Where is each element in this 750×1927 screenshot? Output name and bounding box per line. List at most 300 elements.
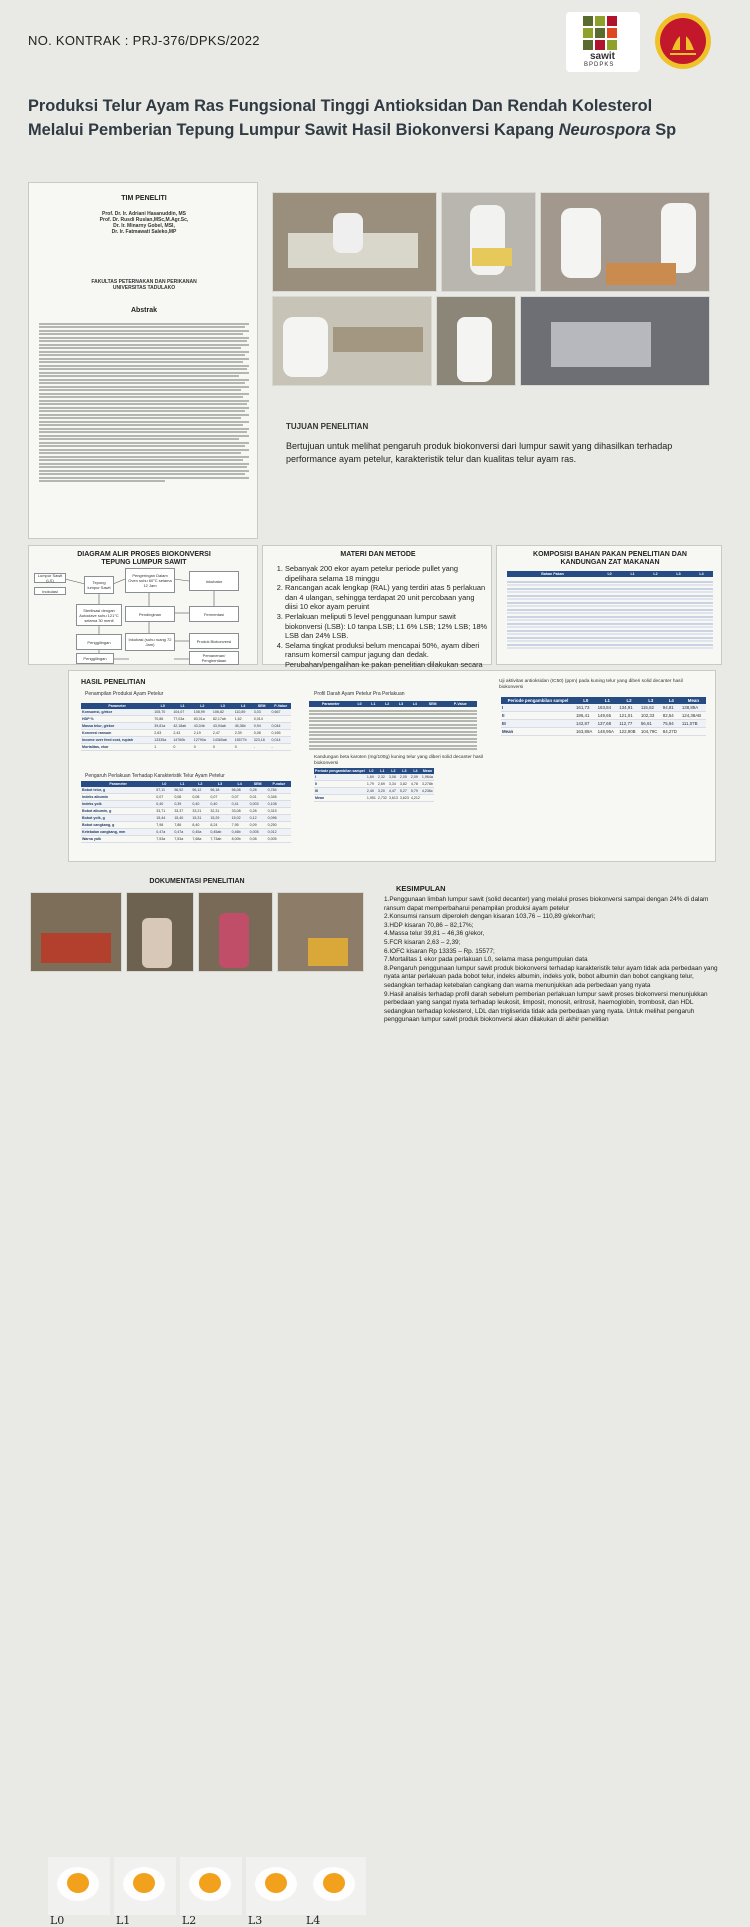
table-row: [81, 737, 291, 744]
table-cell: 3,34: [388, 781, 399, 788]
contract-number: NO. KONTRAK : PRJ-376/DPKS/2022: [28, 33, 260, 48]
dokumentasi-heading: DOKUMENTASI PENELITIAN: [149, 878, 245, 885]
table-cell: 15,02: [231, 815, 249, 822]
table-cell: 56,52: [173, 787, 191, 794]
table-cell: 104,79C: [640, 728, 662, 736]
flow-box-inkubator: Inkubator: [189, 571, 239, 591]
komposisi-heading-2: KANDUNGAN ZAT MAKANAN: [560, 559, 660, 566]
table-cell: 106,82: [212, 709, 234, 716]
table-cell: [421, 795, 434, 802]
table-cell: 122,90B: [618, 728, 640, 736]
table-cell: 33,71: [155, 808, 173, 815]
table-header-cell: L0: [153, 703, 172, 709]
table-cell: 15,40: [173, 815, 191, 822]
table-cell: 14360ab: [212, 737, 234, 744]
table-cell: 0,39: [173, 801, 191, 808]
university-line: UNIVERSITAS TADULAKO: [112, 285, 176, 291]
bpdpks-logo: [566, 12, 640, 72]
komposisi-heading-1: KOMPOSISI BAHAN PAKAN PENELITIAN DAN: [533, 551, 687, 558]
table-cell: 0,28: [249, 787, 267, 794]
team-member: Prof. Dr. Rusdi Ruslan,MSc,M.Agr.Sc,: [99, 217, 189, 223]
table-cell: 0,47a: [155, 829, 173, 836]
table-cell: Indeks albumin: [81, 794, 155, 801]
photo-lab-5: [436, 296, 516, 386]
egg-sample-l1: [114, 1857, 176, 1927]
flow-box-produk: Produk Biokonversi: [189, 633, 239, 649]
table-cell: 138,89A: [681, 704, 706, 712]
photo-lab-2: [441, 192, 536, 292]
egg-label: L4: [306, 1914, 321, 1927]
table-cell: 0,46b: [231, 829, 249, 836]
egg-sample-l0: [48, 1857, 110, 1927]
table-row: [81, 730, 291, 737]
table-cell: 2,63: [153, 730, 172, 737]
kesimpulan-item: 9.Hasil analisis terhadap profil darah sebelum pemberian perlakuan lumpur sawit proses biokonversi menunjukkan perbedaan yang sangat nyata terhadap leukosit, limposit, monosit, eritrosit, haemoglobin, trombosit, dan HDL sedangkan terhadap kolesterol, LDL dan trigliserida tidak ada perbedaan yang nyata. Untuk melihat pengaruh penggunaan lumpur sawit produk biokonversi akan dilakukan di akhir penelitian: [384, 990, 708, 1024]
table-header-cell: Parameter: [81, 703, 153, 709]
table-cell: 0,014: [253, 716, 271, 723]
t4-title: Kandungan beta karoten (mg/100g) kuning telur yang diberi solid decanter hasil biokonversi: [314, 755, 484, 766]
table-cell: 8,00b: [231, 836, 249, 843]
table-row: [81, 815, 291, 822]
egg-label: L2: [182, 1914, 197, 1927]
table-cell: 115,62: [640, 704, 662, 712]
kesimpulan-item: 8.Pengaruh penggunaan lumpur sawit produk biokonversi terhadap karakteristik telur ayam tidak ada perbedaan yang nyata antar perlakuan pada bobot telur, indeks albumin, indeks yolk, bobot albumin dan bobot cangkang telur, sedangkan terhadap ketebalan cangkang dan warna menunjukkan ada perbedaan yang nyata: [384, 964, 718, 989]
table-cell: 2,69: [377, 781, 388, 788]
materi-item: 2. Rancangan acak lengkap (RAL) yang terdiri atas 5 perlakuan dan 4 ulangan, sehingga terdapat 20 unit percobaan yang diisi 10 ekor ayam peruint: [285, 583, 489, 612]
table-row: [81, 829, 291, 836]
table-cell: 56,12: [191, 787, 209, 794]
table-cell: Ketebalan cangkang, mm: [81, 829, 155, 836]
egg-label: L3: [248, 1914, 263, 1927]
table-row: [501, 704, 706, 712]
table-cell: 70,86: [153, 716, 172, 723]
table-cell: 33,37: [173, 808, 191, 815]
table-cell: II: [314, 781, 366, 788]
blood-profile-rows: [309, 708, 477, 752]
table-cell: 0,108: [267, 801, 291, 808]
table-cell: Bobot yolk, g: [81, 815, 155, 822]
hasil-heading: HASIL PENELITIAN: [81, 679, 146, 686]
table-cell: 0,47a: [173, 829, 191, 836]
photo-cage-2: [126, 892, 194, 972]
kesimpulan-panel: [374, 876, 722, 1066]
table-header-cell: L4: [662, 697, 681, 704]
table-cell: 0: [193, 744, 212, 751]
table-cell: 111,07B: [681, 720, 706, 728]
table-cell: 84,27D: [662, 728, 681, 736]
t2-title: Pengaruh Perlakuan Terhadap Karakteristik Telur Ayam Petelur: [85, 773, 225, 779]
table-cell: 0,784: [267, 787, 291, 794]
table-cell: 0,08: [253, 730, 271, 737]
table-cell: 0,08: [249, 836, 267, 843]
table-cell: 33,08: [231, 808, 249, 815]
t3-title: Profil Darah Ayam Petelur Pra Perlakuan: [314, 691, 405, 697]
table-cell: 0,044: [271, 723, 291, 730]
table-cell: III: [501, 720, 575, 728]
table-cell: 0,09: [249, 822, 267, 829]
kesimpulan-item: 1.Penggunaan limbah lumpur sawit (solid decanter) yang melalui proses biokonversi sampai dengan 24% di dalam ransum dapat memperbaharui penampilan produksi ayam petelur: [384, 896, 709, 912]
table-cell: 0,012: [267, 829, 291, 836]
table-cell: 0,005: [249, 829, 267, 836]
table-cell: 82,17ab: [212, 716, 234, 723]
materi-heading: MATERI DAN METODE: [340, 551, 416, 558]
flow-box-lumpur-sawit: Lumpur Sawit (LS): [34, 573, 66, 583]
table-cell: 7,86: [173, 822, 191, 829]
table-cell: 110,89: [234, 709, 253, 716]
table-cell: 3,08: [388, 774, 399, 781]
flow-box-penggilingan-2: Penggilingan: [76, 653, 114, 664]
table-cell: 3,03: [253, 709, 271, 716]
table-cell: 1,62: [234, 716, 253, 723]
production-table: [81, 703, 291, 751]
diagram-heading-1: DIAGRAM ALIR PROSES BIOKONVERSI: [77, 551, 211, 558]
photo-cage-3: [198, 892, 273, 972]
table-cell: 1,79: [366, 781, 377, 788]
photo-cage-1: [30, 892, 122, 972]
table-cell: III: [314, 788, 366, 795]
table-cell: 8,24: [209, 822, 230, 829]
komposisi-panel: [496, 545, 722, 665]
table-header-cell: L0: [575, 697, 597, 704]
table-cell: 149,65: [597, 712, 619, 720]
tujuan-text: Bertujuan untuk melihat pengaruh produk biokonversi dari lumpur sawit yang dihasilkan terhadap performance ayam petelur, karakteristik telur dan kualitas telur ayam ras.: [286, 441, 673, 464]
table-cell: 0,250: [267, 822, 291, 829]
table-cell: HDP %: [81, 716, 153, 723]
table-cell: 83,01a: [193, 716, 212, 723]
table-cell: 108,99: [193, 709, 212, 716]
table-cell: 12790a: [193, 737, 212, 744]
table-row: [81, 723, 291, 730]
table-header-cell: L2: [191, 781, 209, 787]
table-cell: Massa telur, g/ekor: [81, 723, 153, 730]
table-cell: 3,20: [377, 788, 388, 795]
table-cell: 0,346: [267, 794, 291, 801]
flow-box-tepung: Tepung lumpur Sawit: [84, 576, 114, 594]
kesimpulan-item: 7.Mortalitas 1 ekor pada perlakuan L0, selama masa pengumpulan data: [384, 956, 588, 964]
table-cell: 39,81a: [153, 723, 172, 730]
table-row: [81, 822, 291, 829]
table-cell: 0,07: [231, 794, 249, 801]
table-cell: 0,28: [249, 808, 267, 815]
table-cell: 42,18ab: [172, 723, 192, 730]
kesimpulan-item: 3.HDP kisaran 70,86 – 82,17%;: [384, 921, 474, 929]
team-heading: TIM PENELITI: [121, 195, 167, 202]
table-cell: 124,38AB: [681, 712, 706, 720]
materi-list: [277, 564, 489, 679]
table-cell: [271, 716, 291, 723]
table-cell: 7,53a: [155, 836, 173, 843]
photo-cage-4: [277, 892, 364, 972]
table-cell: 0,003: [249, 801, 267, 808]
table-row: [81, 836, 291, 843]
table-cell: 137,68: [597, 720, 619, 728]
table-cell: 121,01: [618, 712, 640, 720]
table-cell: 186,41: [575, 712, 597, 720]
table-cell: 1: [153, 744, 172, 751]
table-cell: 0,005: [267, 836, 291, 843]
table-cell: 45,36b: [234, 723, 253, 730]
abstract-heading: Abstrak: [130, 307, 158, 314]
table-row: [501, 712, 706, 720]
table-cell: 0: [234, 744, 253, 751]
table-row: [314, 781, 434, 788]
table-cell: 32,31: [209, 808, 230, 815]
table-cell: 13335a: [153, 737, 172, 744]
table-row: [81, 794, 291, 801]
table-cell: 2,40: [366, 788, 377, 795]
table-cell: 4,236c: [421, 789, 433, 793]
flow-box-penggilingan-1: Penggilingan: [76, 634, 122, 650]
table-cell: 2,39: [234, 730, 253, 737]
university-logo: [654, 12, 712, 70]
hasil-panel: [68, 670, 716, 862]
logo-text-sawit: sawit: [590, 51, 616, 62]
team-member: Prof. Dr. Ir. Adriani Hasanuddin, MS: [102, 211, 186, 217]
table-cell: 0,096: [267, 815, 291, 822]
table-header-cell: L3: [209, 781, 230, 787]
materi-item: 4. Selama tingkat produksi belum mencapai 50%, ayam diberi ransum komersil campur jagung dan dedak. Perubahan/pengalihan ke pakan penelitian dilakukan secara: [285, 641, 489, 679]
table-header-cell: Periode pengambilan sampel: [501, 697, 575, 704]
table-header-cell: L2: [388, 768, 399, 774]
table-header-cell: P-Value: [271, 703, 291, 709]
table-header-cell: SEM: [253, 703, 271, 709]
table-cell: 3,82: [399, 781, 410, 788]
table-cell: 0,40: [191, 801, 209, 808]
table-cell: 134,91: [618, 704, 640, 712]
table-header-cell: P-value: [267, 781, 291, 787]
table-header-cell: L2: [618, 697, 640, 704]
table-cell: 142,87: [575, 720, 597, 728]
table-cell: I: [501, 704, 575, 712]
table-header-cell: L1: [173, 781, 191, 787]
table-cell: 4,78: [410, 781, 421, 788]
egg-label: L1: [116, 1914, 131, 1927]
table-cell: 0,07: [209, 794, 230, 801]
table-cell: 0,45a: [191, 829, 209, 836]
table-cell: 148,95A: [597, 728, 619, 736]
table-row: [81, 808, 291, 815]
team-abstract-panel: [28, 182, 258, 539]
table-header-cell: L4: [231, 781, 249, 787]
egg-label: L0: [50, 1914, 65, 1927]
materi-item: 1. Sebanyak 200 ekor ayam petelur periode pullet yang dipelihara selama 18 minggu: [285, 564, 489, 583]
table-header-cell: Parameter: [81, 781, 155, 787]
table-cell: Mean: [314, 795, 366, 802]
table-cell: Indeks yolk: [81, 801, 155, 808]
team-member: Dr. Ir. Fatmawati Saleko,MP: [111, 229, 177, 235]
komposisi-table: Bahan Pakan L0 L1 L2 L3 L4: [507, 571, 713, 577]
photo-lab-3: [540, 192, 710, 292]
egg-characteristics-table: [81, 781, 291, 843]
abstract-text-block: [39, 321, 249, 484]
table-cell: 2,732: [377, 796, 387, 800]
table-cell: 1,951: [366, 796, 376, 800]
table-header-cell: L2: [193, 703, 212, 709]
table-header-cell: L3: [640, 697, 662, 704]
table-cell: 0,08: [173, 794, 191, 801]
table-cell: 33,21: [191, 808, 209, 815]
table-header-cell: L0: [155, 781, 173, 787]
table-cell: 0,667: [271, 709, 291, 716]
antioxidant-table: [501, 697, 706, 736]
table-cell: 15577b: [234, 737, 253, 744]
table-cell: 2,19: [193, 730, 212, 737]
t5-title: Uji aktivitas antioksidan (IC50) (ppm) pada kuning telur yang diberi solid decanter hasil biokonversi: [499, 679, 683, 690]
table-cell: [681, 728, 706, 736]
table-cell: 57,11: [155, 787, 173, 794]
table-cell: Bobot cangkang, g: [81, 822, 155, 829]
table-cell: 323,18: [253, 737, 271, 744]
table-cell: 15,29: [209, 815, 230, 822]
table-cell: 0: [172, 744, 192, 751]
table-header-cell: Periode pengambilan sampel: [315, 769, 365, 773]
table-cell: 15,44: [155, 815, 173, 822]
beta-carotene-table: [314, 768, 434, 802]
egg-sample-l2: [180, 1857, 242, 1927]
table-cell: 163,89A: [575, 728, 597, 736]
table-cell: 163,84: [597, 704, 619, 712]
table-cell: 8,40: [191, 822, 209, 829]
table-cell: 0,07: [155, 794, 173, 801]
table-row: [314, 788, 434, 795]
table-cell: 2,09: [410, 774, 421, 781]
table-cell: Konversi ransum: [81, 730, 153, 737]
table-cell: -: [253, 744, 271, 751]
table-cell: 1,964a: [421, 775, 433, 779]
table-cell: Mean: [501, 728, 575, 736]
table-cell: 5,79: [410, 788, 421, 795]
table-cell: 0,315: [267, 808, 291, 815]
table-row: [81, 716, 291, 723]
materi-item: 3. Perlakuan meliputi 5 level penggunaan lumpur sawit biokonversi (LSB): L0 tanpa LSB; L1 6% LSB; 12% LSB; 18% LSB dan 24% LSB.: [285, 612, 489, 641]
table-cell: 7,95: [231, 822, 249, 829]
team-member: Dr. Ir. Minarny Gobel, MSI,: [113, 223, 175, 229]
table-cell: 102,33: [640, 712, 662, 720]
kesimpulan-item: 2.Konsumsi ransum diperoleh dengan kisaran 103,76 – 110,89 g/ekor/hari;: [384, 913, 596, 921]
materi-metode-panel: [262, 545, 492, 669]
table-cell: 4,212: [410, 796, 420, 800]
table-cell: 5,27: [399, 788, 410, 795]
table-cell: 105,70: [153, 709, 172, 716]
table-cell: 104,07: [172, 709, 192, 716]
table-header-cell: SEM: [249, 781, 267, 787]
table-cell: 0,12: [249, 815, 267, 822]
kesimpulan-heading: KESIMPULAN: [396, 884, 446, 893]
table-row: [81, 744, 291, 751]
title-main: Produksi Telur Ayam Ras Fungsional Tinggi Antioksidan Dan Rendah Kolesterol Melalui Pemberian Tepung Lumpur Sawit Hasil Biokonversi Kapang: [28, 97, 653, 139]
table-cell: 15,31: [191, 815, 209, 822]
table-header-cell: L1: [597, 697, 619, 704]
flow-box-inokulasi: Inokulasi: [34, 587, 66, 595]
table-cell: 43,94ab: [212, 723, 234, 730]
research-photo-grid: [266, 182, 718, 390]
table-cell: 82,54: [662, 712, 681, 720]
flow-box-sterilisasi: Sterilisasi dengan Autoclave suhu 121°C selama 30 menit: [76, 604, 122, 626]
dokumentasi-panel: [28, 876, 366, 1927]
table-cell: 2,47: [212, 730, 234, 737]
flow-box-inkubasi: Inkubasi (suhu ruang 72 Jam): [125, 633, 175, 651]
flow-box-fermentasi: Fermentasi: [189, 606, 239, 622]
table-cell: 2,43: [172, 730, 192, 737]
egg-sample-l3: [246, 1857, 308, 1927]
table-row: [81, 801, 291, 808]
table-cell: 161,73: [575, 704, 597, 712]
flow-box-pemanenan: Pemanenan/ Penghentiaan: [189, 651, 239, 665]
table-row: [314, 795, 434, 802]
table-cell: 0,45ab: [209, 829, 230, 836]
table-cell: 56,08: [231, 787, 249, 794]
table-header-cell: Mean: [681, 697, 706, 704]
table-cell: 0,40: [155, 801, 173, 808]
table-cell: 3,623: [399, 796, 409, 800]
title-end: Sp: [650, 121, 677, 139]
table-cell: Income over feed cost, rupiah: [81, 737, 153, 744]
logo-text-bpdpks: BPDPKS: [584, 62, 615, 68]
kesimpulan-list: [384, 896, 720, 1025]
table-cell: 7,68a: [191, 836, 209, 843]
table-cell: 56,61: [640, 720, 662, 728]
table-cell: 112,77: [618, 720, 640, 728]
table-cell: I: [314, 774, 366, 781]
table-cell: 0,014: [271, 737, 291, 744]
flow-box-pengeringan: Pengeringan Dalam Oven suhu 60°C selama 12 Jam: [125, 568, 175, 593]
table-cell: 0: [212, 744, 234, 751]
table-cell: 0,165: [271, 730, 291, 737]
table-cell: Bobot albumin, g: [81, 808, 155, 815]
kesimpulan-item: 4.Massa telur 39,81 – 46,36 g/ekor,: [384, 930, 485, 938]
table-cell: 0,40: [209, 801, 230, 808]
table-cell: 43,04b: [193, 723, 212, 730]
komposisi-rows: [507, 579, 713, 651]
table-cell: 94,81: [662, 704, 681, 712]
flow-diagram-panel: [28, 545, 258, 665]
table-cell: II: [501, 712, 575, 720]
poster-title: [28, 94, 688, 142]
tujuan-panel: [266, 392, 718, 539]
table-header-cell: L4: [234, 703, 253, 709]
table-cell: Bobot telur, g: [81, 787, 155, 794]
table-cell: 2,05: [399, 774, 410, 781]
table-cell: 0,08: [191, 794, 209, 801]
table-header-row: [501, 697, 706, 704]
table-header-cell: L3: [399, 768, 410, 774]
table-cell: 7,98: [155, 822, 173, 829]
blood-profile-table: Parameter L0 L1 L2 L3 L4 SEM P-Value: [309, 701, 477, 707]
table-cell: 0,41: [231, 801, 249, 808]
table-cell: 7,73ab: [209, 836, 230, 843]
table-header-cell: L3: [212, 703, 234, 709]
table-cell: 4,47: [388, 788, 399, 795]
table-cell: 75,94: [662, 720, 681, 728]
table-cell: Warna yolk: [81, 836, 155, 843]
table-cell: 2,32: [377, 774, 388, 781]
photo-lab-4: [272, 296, 432, 386]
table-header-cell: L1: [377, 768, 388, 774]
table-header-cell: L1: [172, 703, 192, 709]
table-cell: 0,01: [249, 794, 267, 801]
table-row: [501, 720, 706, 728]
table-cell: 56,18: [209, 787, 230, 794]
egg-sample-l4: [304, 1857, 366, 1927]
table-header-cell: Mean: [422, 769, 433, 773]
table-header-cell: L4: [410, 768, 421, 774]
table-cell: Konsumsi, g/ekor: [81, 709, 153, 716]
table-cell: -: [271, 744, 291, 751]
table-header-cell: L0: [366, 768, 377, 774]
tujuan-heading: TUJUAN PENELITIAN: [286, 422, 369, 431]
t1-title: Penampilan Produksi Ayam Petelur: [85, 691, 164, 697]
table-cell: Mortalitas, ekor: [81, 744, 153, 751]
